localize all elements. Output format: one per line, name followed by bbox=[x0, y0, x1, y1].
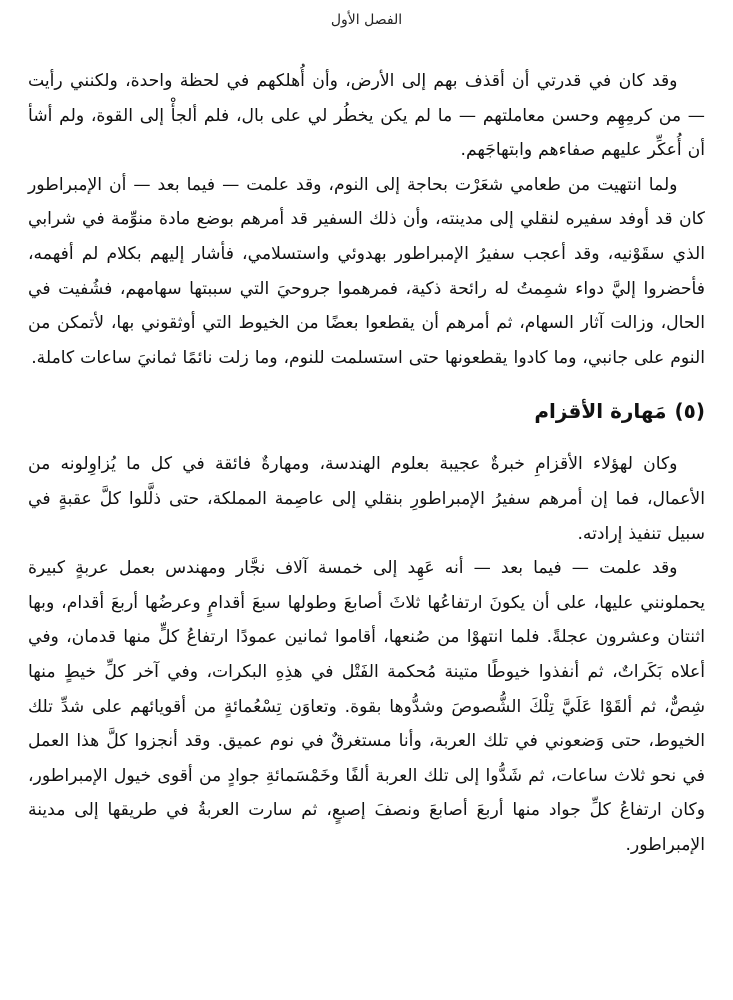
chapter-title: الفصل الأول bbox=[330, 12, 403, 28]
body-paragraph: وكان لهؤلاء الأقزامِ خبرةٌ عجيبة بعلوم الهندسة، ومهارةٌ فائقة في كل ما يُزاوِلونه من الأعمال، فما إن أمرهم سفيرُ الإمبراطورِ بنقلي إلى عاصِمة المملكة، حتى ذلَّلوا كلَّ عقبةٍ في سبيل تنفيذ إرادته. bbox=[28, 454, 705, 544]
body-paragraph: ولما انتهيت من طعامي شعَرْت بحاجة إلى النوم، وقد علمت — فيما بعد — أن الإمبراطور كان قد أوفد سفيره لنقلي إلى مدينته، وأن ذلك السفير قد أمرهم بوضع مادة منوِّمة في شرابي الذي سقَوْنيه، وقد أعجب سفيرُ الإمبراطور بهدوئي واستسلامي، فأشار إليهم بكلام لم أفهمه، فأحضروا إليَّ دواء شمِمتُ له رائحة ذكية، فمرهموا جروحيَ التي سببتها سهامهم، فشُفيت في الحال، وزالت آثار السهام، ثم أمرهم أن يقطعوا بعضًا من الخيوط التي أوثقوني بها، لأتمكن من النوم على جانبي، وما كادوا يقطعونها حتى استسلمت للنوم، وما زلت نائمًا ثمانيَ ساعات كاملة. bbox=[28, 174, 705, 368]
running-header bbox=[0, 10, 733, 30]
page-body bbox=[28, 64, 705, 862]
body-paragraph: وقد كان في قدرتي أن أقذف بهم إلى الأرض، وأن أُهلكهم في لحظة واحدة، ولكنني رأيت — من كرمِهِم وحسن معاملتهم — ما لم يكن يخطُر لي على بال، فلم ألجأْ إلى القوة، ولم أشأ أن أُعكِّر عليهم صفاءهم وابتهاجَهم. bbox=[28, 71, 705, 161]
section-title: مَهارة الأقزام bbox=[534, 399, 667, 424]
section-number: (٥) bbox=[674, 399, 705, 424]
body-paragraph: وقد علمت — فيما بعد — أنه عَهِد إلى خمسة آلاف نجَّار ومهندس بعمل عربةٍ كبيرة يحملونني عليها، على أن يكونَ ارتفاعُها ثلاثَ أصابعَ وطولها سبعَ أقدامٍ وعرضُها أربعَ أقدام، وبها اثنتان وعشرون عجلةً. فلما انتهوْا من صُنعها، أقاموا ثمانين عمودًا ارتفاعُ كلٍّ منها قدمان، وفي أعلاه بَكَراتٌ، ثم أنفذوا خيوطًا متينة مُحكمة الفَتْل في هذِهِ البكرات، وفي آخر كلِّ خيطٍ منها شِصٌّ، ثم ألقَوْا عَلَيَّ تِلْكَ الشُّصوصَ وشدُّوها بقوة. وتعاوَن تِسْعُمائةٍ من أقويائهم على شدِّ تلك الخيوط، حتى وَضعوني في تلك العربة، وأنا مستغرقٌ في نوم عميق. وقد أنجزوا كلَّ هذا العمل في نحو ثلاث ساعات، ثم شَدُّوا إلى تلك العربة ألفًا وخَمْسَمائةِ جوادٍ من أقوى خيول الإمبراطور، وكان ارتفاعُ كلِّ جواد منها أربعَ أصابعَ ونصفَ إصبعٍ، ثم سارت العربةُ في طريقها إلى مدينة الإمبراطور. bbox=[28, 558, 705, 855]
section-heading bbox=[28, 396, 705, 426]
